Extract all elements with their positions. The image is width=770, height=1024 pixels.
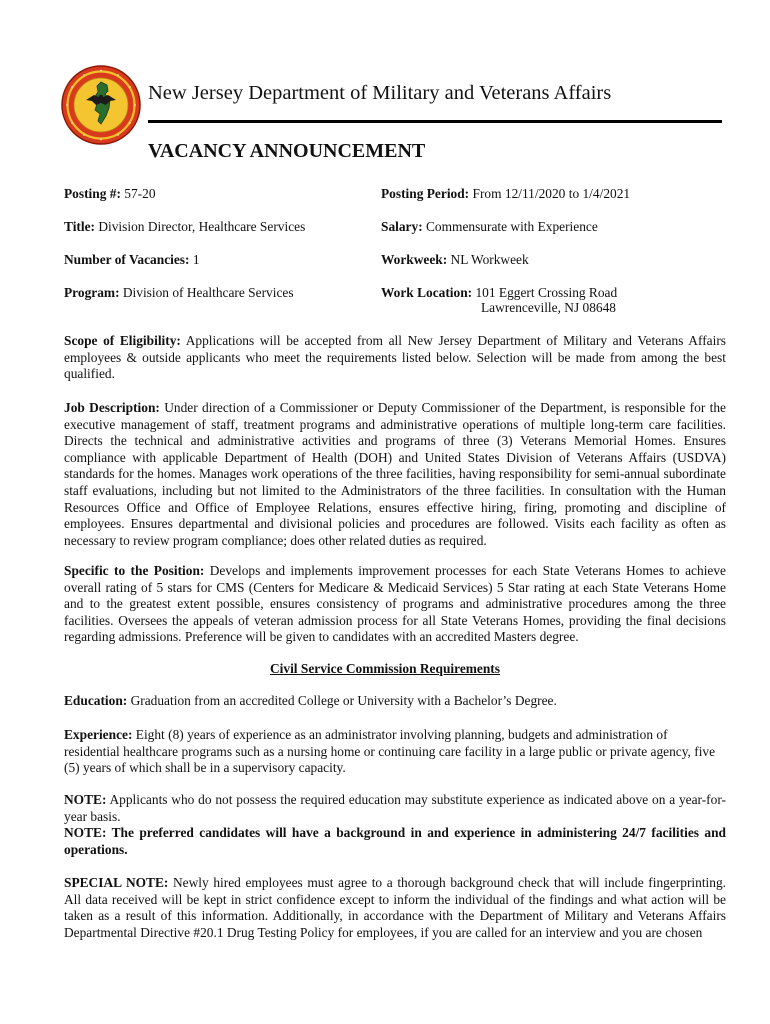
posting-number: Posting #: 57-20 — [64, 186, 156, 201]
special-note: SPECIAL NOTE: Newly hired employees must agree to a thorough background check that will include fingerprinting. All data received will be kept in strict confidence except to inform the individual of the findings and what action will be taken as a result of this information. Additionally, in accordance with the Department of Military and Veterans Affairs Departmental Directive #20.1 Drug Testing Policy for employees, if you are called for an interview and you are chosen — [64, 875, 727, 940]
department-name: New Jersey Department of Military and Veterans Affairs — [148, 82, 612, 104]
work-location-line2: Lawrenceville, NJ 08648 — [481, 300, 616, 315]
department-seal-logo — [60, 64, 142, 146]
note-preferred-candidates: NOTE: The preferred candidates will have a background in and experience in administering 24/7 facilities and operations. — [64, 825, 726, 857]
program: Program: Division of Healthcare Services — [64, 285, 294, 300]
number-of-vacancies: Number of Vacancies: 1 — [64, 252, 200, 267]
announcement-title: VACANCY ANNOUNCEMENT — [148, 140, 426, 162]
posting-period: Posting Period: From 12/11/2020 to 1/4/2021 — [381, 186, 631, 201]
work-location: Work Location: 101 Eggert Crossing Road — [381, 285, 618, 300]
education-requirement: Education: Graduation from an accredited College or University with a Bachelor’s Degree. — [64, 693, 557, 708]
salary: Salary: Commensurate with Experience — [381, 219, 598, 234]
civil-service-heading: Civil Service Commission Requirements — [270, 661, 500, 676]
note-substitution: NOTE: Applicants who do not possess the required education may substitute experience as indicated above on a year-for-year basis. — [64, 792, 726, 824]
experience-requirement: Experience: Eight (8) years of experience as an administrator involving planning, budgets and administration of residential healthcare programs such as a nursing home or continuing care facility in a large public or private agency, five (5) years of which shall be in a supervisory capacity. — [64, 727, 716, 776]
position-title: Title: Division Director, Healthcare Services — [64, 219, 306, 234]
job-description: Job Description: Under direction of a Commissioner or Deputy Commissioner of the Department, is responsible for the executive management of staff, treatment programs and administrative operations of multiple long-term care facilities. Directs the technical and administrative activities and programs of three (3) Veterans Memorial Homes. Ensures compliance with applicable Department of Health (DOH) and United States Division of Veterans Affairs (USDVA) standards for the homes. Manages work operations of the three facilities, having responsibility for semi-annual subordinate staff evaluations, including but not limited to the Administrators of the three facilities. In consultation with the Human Resources Office and Office of Employee Relations, ensures effective hiring, firing, promoting and discipline of employees. Ensures departmental and divisional policies and procedures are followed. Visits each facility as often as necessary to review program compliance; does other related duties as required. — [64, 400, 726, 548]
workweek: Workweek: NL Workweek — [381, 252, 529, 267]
specific-to-position: Specific to the Position: Develops and implements improvement processes for each State Veterans Homes to achieve overall rating of 5 stars for CMS (Centers for Medicare & Medicaid Services) 5 Star rating at each State Veterans Home and to the greatest extent possible, ensures consistency of programs and administrative procedures among the three facilities. Oversees the appeals of veteran admission process for all State Veterans Homes, providing the final decisions regarding admissions. Preference will be given to candidates with an accredited Masters degree. — [64, 563, 726, 645]
header-divider — [148, 120, 722, 123]
scope-of-eligibility: Scope of Eligibility: Applications will be accepted from all New Jersey Department of Military and Veterans Affairs employees & outside applicants who meet the requirements listed below. Selection will be made from among the best qualified. — [64, 333, 726, 382]
